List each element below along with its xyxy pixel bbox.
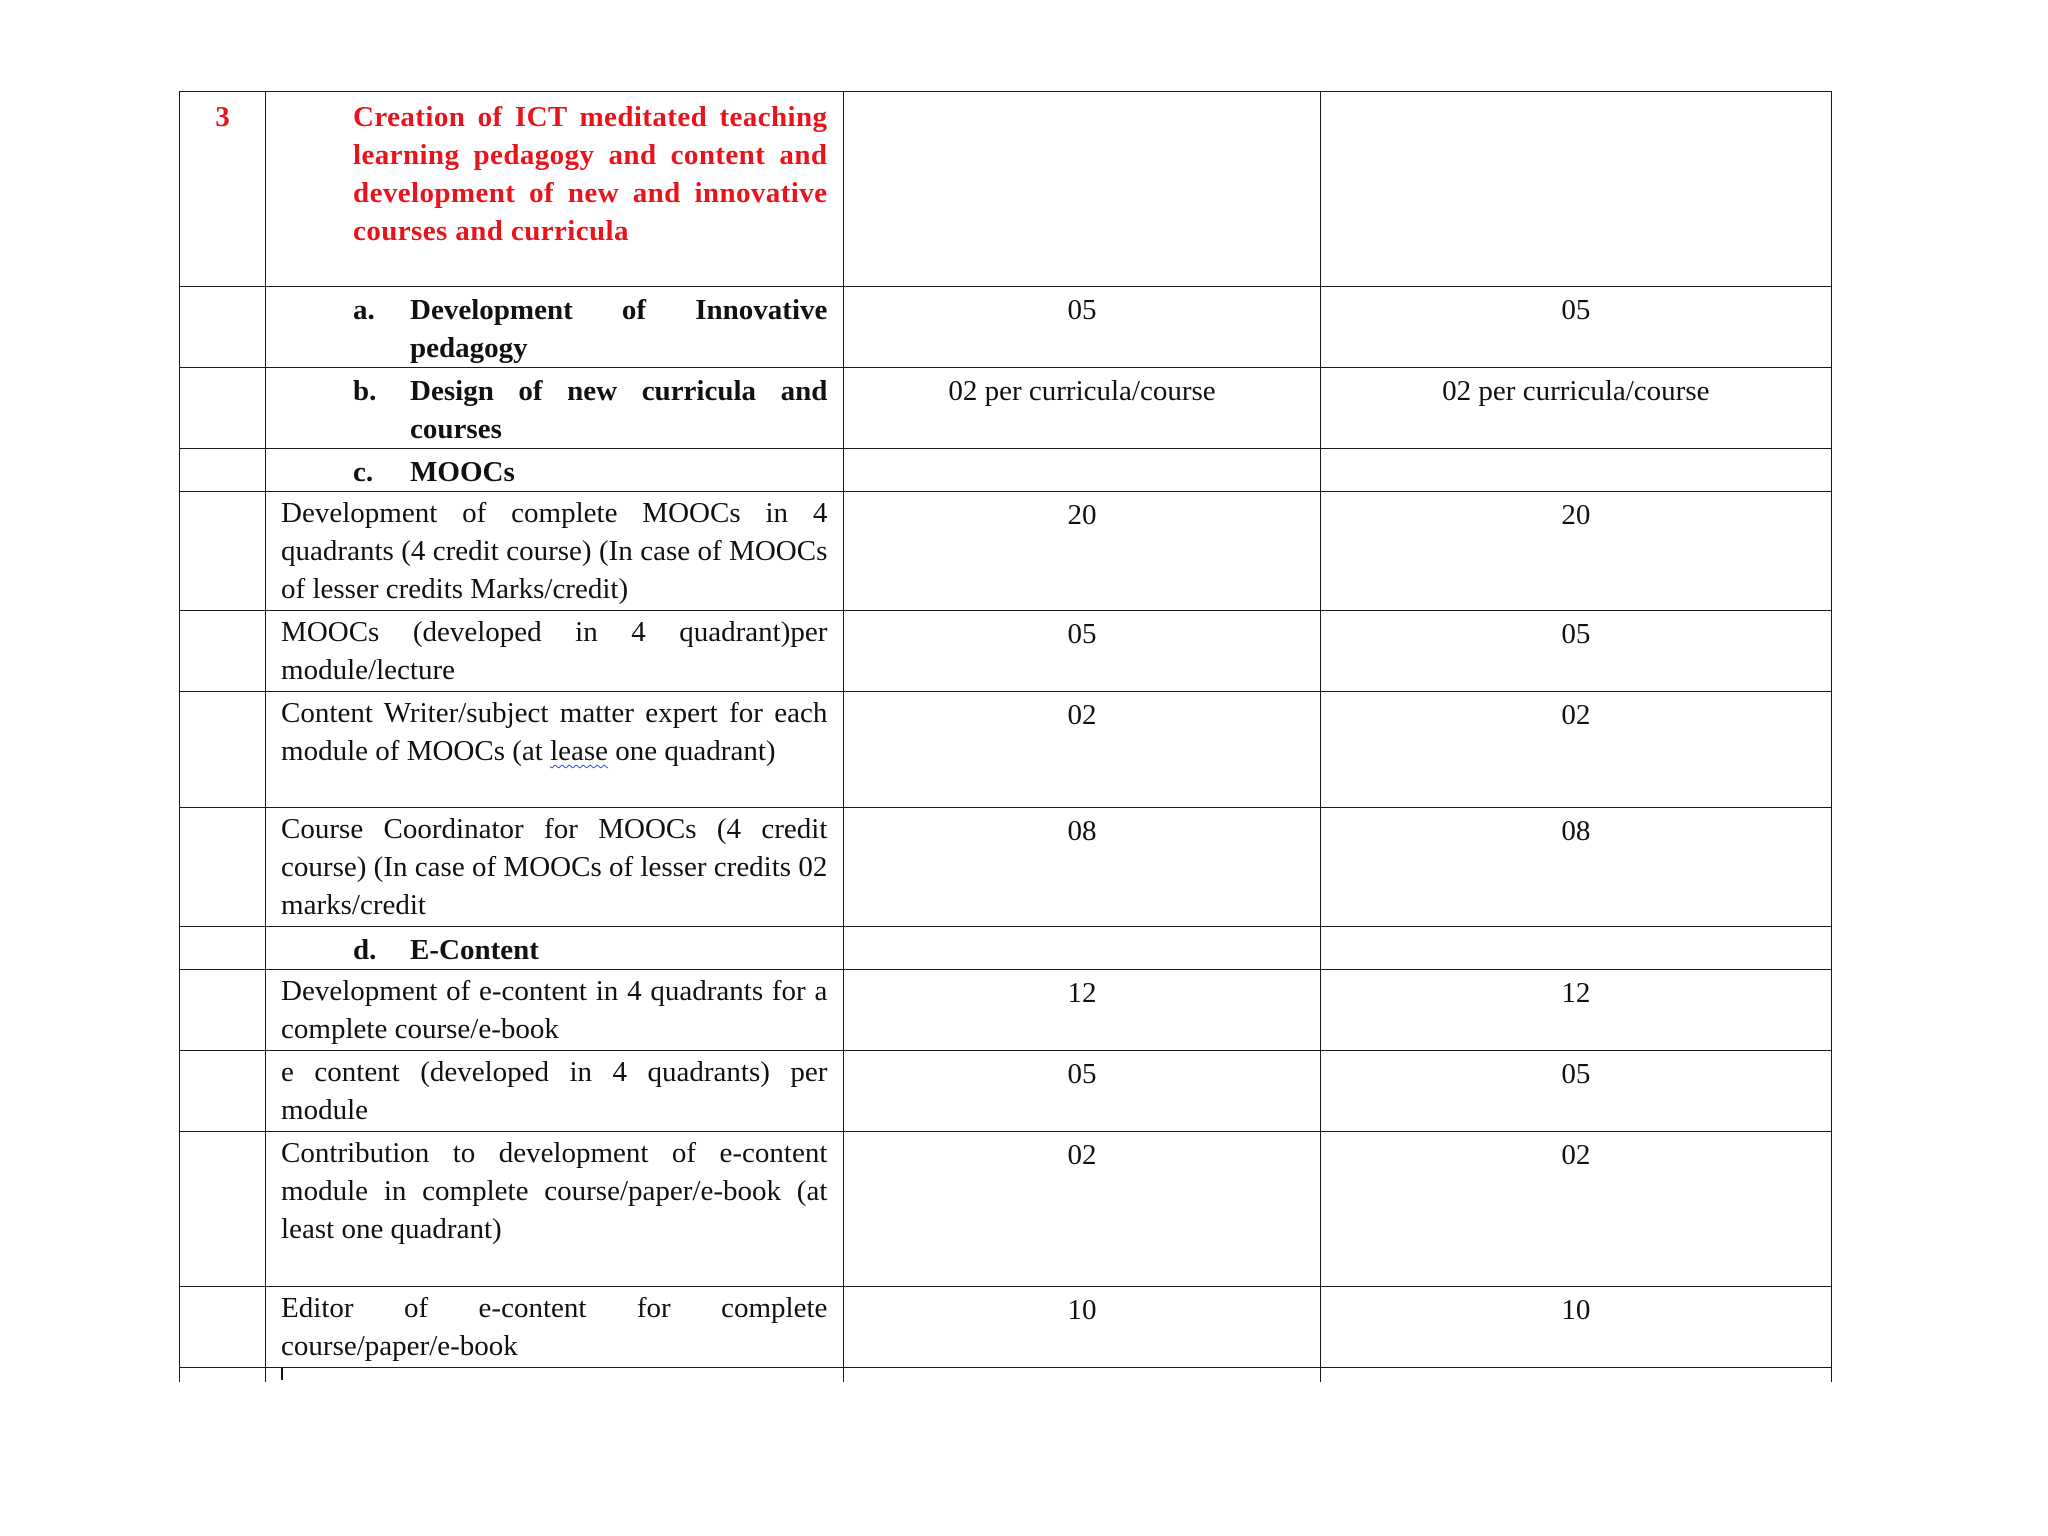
subheading-a — [266, 287, 844, 368]
row-label: MOOCs (developed in 4 quadrant)per module/lecture — [266, 611, 844, 692]
table-row — [180, 492, 1832, 611]
table-row — [180, 970, 1832, 1051]
value-cell: 12 — [844, 970, 1320, 1051]
value-cell: 05 — [1320, 1051, 1831, 1132]
table-row — [180, 927, 1832, 970]
value-cell — [1320, 449, 1831, 492]
row-label: Development of Innovative pedagogy — [410, 294, 828, 364]
text-cursor-mark — [281, 1368, 283, 1380]
empty-cell — [180, 1132, 266, 1287]
value-cell: 05 — [844, 287, 1320, 368]
subheading-b — [266, 368, 844, 449]
value-cell — [844, 449, 1320, 492]
value-cell: 10 — [844, 1287, 1320, 1368]
value-cell: 05 — [844, 611, 1320, 692]
value-cell: 05 — [844, 1051, 1320, 1132]
value-cell: 05 — [1320, 287, 1831, 368]
section-number: 3 — [180, 92, 266, 287]
label-text: Content Writer/subject matter expert for each module of MOOCs (at — [281, 697, 828, 767]
row-label: Contribution to development of e-content module in complete course/paper/e-book (at least one quadrant) — [266, 1132, 844, 1287]
table-row — [180, 1132, 1832, 1287]
empty-cell — [180, 287, 266, 368]
item-marker: b. — [353, 375, 377, 407]
value-cell: 20 — [844, 492, 1320, 611]
section-title: Creation of ICT meditated teaching learning pedagogy and content and development of new and innovative courses and curricula — [266, 92, 844, 287]
value-cell: 02 — [844, 1132, 1320, 1287]
table-row — [180, 1287, 1832, 1368]
score-table — [179, 91, 1832, 1382]
row-label: Course Coordinator for MOOCs (4 credit course) (In case of MOOCs of lesser credits 02 marks/credit — [266, 808, 844, 927]
empty-cell — [844, 92, 1320, 287]
empty-cell — [180, 970, 266, 1051]
empty-cell — [180, 449, 266, 492]
table-row — [180, 808, 1832, 927]
table-row — [180, 611, 1832, 692]
table-row — [180, 368, 1832, 449]
value-cell: 05 — [1320, 611, 1831, 692]
empty-cell — [180, 808, 266, 927]
table-row — [180, 449, 1832, 492]
empty-cell — [1320, 92, 1831, 287]
empty-cell — [1320, 1368, 1831, 1383]
value-cell: 02 — [1320, 692, 1831, 808]
empty-cell — [180, 1287, 266, 1368]
row-label: E-Content — [410, 934, 539, 966]
spellcheck-flag: lease — [550, 735, 609, 767]
value-cell: 08 — [844, 808, 1320, 927]
empty-cell — [180, 1051, 266, 1132]
value-cell: 12 — [1320, 970, 1831, 1051]
value-cell: 02 per curricula/course — [844, 368, 1320, 449]
row-label: Design of new curricula and courses — [410, 375, 828, 445]
value-cell: 02 — [844, 692, 1320, 808]
empty-cell — [844, 1368, 1320, 1383]
value-cell: 20 — [1320, 492, 1831, 611]
row-label: Development of e-content in 4 quadrants for a complete course/e-book — [266, 970, 844, 1051]
row-label: Editor of e-content for complete course/paper/e-book — [266, 1287, 844, 1368]
empty-cell — [180, 927, 266, 970]
section-row — [180, 92, 1832, 287]
value-cell — [844, 927, 1320, 970]
value-cell: 10 — [1320, 1287, 1831, 1368]
value-cell — [1320, 927, 1831, 970]
value-cell: 02 per curricula/course — [1320, 368, 1831, 449]
empty-cell — [180, 1368, 266, 1383]
item-marker: a. — [353, 294, 375, 326]
empty-cell — [180, 492, 266, 611]
row-label: Development of complete MOOCs in 4 quadrants (4 credit course) (In case of MOOCs of lesser credits Marks/credit) — [266, 492, 844, 611]
table-row — [180, 1051, 1832, 1132]
subheading-c — [266, 449, 844, 492]
row-label: MOOCs — [410, 456, 515, 488]
table-row — [180, 692, 1832, 808]
table-row — [180, 287, 1832, 368]
empty-cell — [180, 692, 266, 808]
empty-cell — [266, 1368, 844, 1383]
item-marker: d. — [353, 934, 377, 966]
item-marker: c. — [353, 456, 374, 488]
value-cell: 08 — [1320, 808, 1831, 927]
subheading-d — [266, 927, 844, 970]
row-label: e content (developed in 4 quadrants) per module — [266, 1051, 844, 1132]
empty-cell — [180, 611, 266, 692]
table-row-cut — [180, 1368, 1832, 1383]
label-text: one quadrant) — [608, 735, 776, 767]
empty-cell — [180, 368, 266, 449]
row-label — [266, 692, 844, 808]
value-cell: 02 — [1320, 1132, 1831, 1287]
